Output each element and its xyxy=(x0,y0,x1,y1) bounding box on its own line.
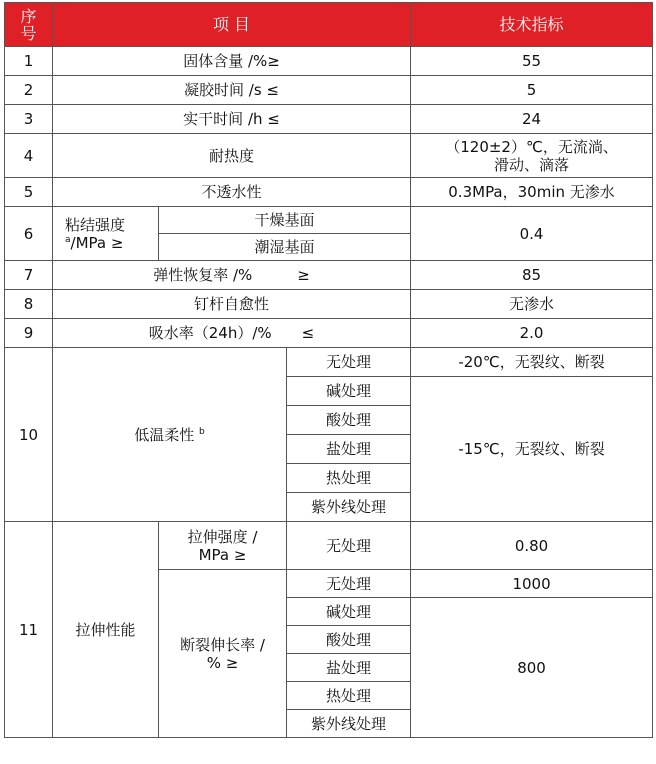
row-subitem: 紫外线处理 xyxy=(287,710,411,738)
row-value: 5 xyxy=(411,76,653,105)
row-value: -15℃，无裂纹、断裂 xyxy=(411,377,653,522)
table-row xyxy=(5,522,653,570)
row-value: （120±2）℃，无流淌、 滑动、滴落 xyxy=(411,134,653,178)
row-value: 55 xyxy=(411,47,653,76)
header-item: 项 目 xyxy=(53,3,411,47)
table-row xyxy=(5,348,653,377)
row-subitem: 酸处理 xyxy=(287,626,411,654)
row-item: 低温柔性 $^b$ xyxy=(53,348,287,522)
row-subitem: 无处理 xyxy=(287,348,411,377)
header-spec: 技术指标 xyxy=(411,3,653,47)
row-number: 7 xyxy=(5,261,53,290)
row-subitem: 潮湿基面 xyxy=(159,234,411,261)
row-item: 钉杆自愈性 xyxy=(53,290,411,319)
table-row xyxy=(5,290,653,319)
row-number: 4 xyxy=(5,134,53,178)
row-item: 弹性恢复率 /% ≥ xyxy=(53,261,411,290)
row-item: 拉伸性能 xyxy=(53,522,159,738)
row-item: 不透水性 xyxy=(53,178,411,207)
row-subitem: 紫外线处理 xyxy=(287,493,411,522)
header-row xyxy=(5,3,653,47)
row-number: 2 xyxy=(5,76,53,105)
table-row xyxy=(5,76,653,105)
table-row xyxy=(5,47,653,76)
row-item: 粘结强度 $^a$/MPa ≥ xyxy=(53,207,159,261)
row-subitem: 热处理 xyxy=(287,682,411,710)
row-value: 800 xyxy=(411,598,653,738)
row-value: 24 xyxy=(411,105,653,134)
spec-table xyxy=(4,2,653,738)
header-number: 序 号 xyxy=(5,3,53,47)
row-number: 9 xyxy=(5,319,53,348)
row-number: 10 xyxy=(5,348,53,522)
row-subitem: 碱处理 xyxy=(287,377,411,406)
row-subitem: 酸处理 xyxy=(287,406,411,435)
row-subitem-group: 断裂伸长率 / % ≥ xyxy=(159,570,287,738)
row-number: 5 xyxy=(5,178,53,207)
row-number: 1 xyxy=(5,47,53,76)
row-item: 耐热度 xyxy=(53,134,411,178)
row-subitem: 盐处理 xyxy=(287,435,411,464)
row-subitem: 热处理 xyxy=(287,464,411,493)
row-value: -20℃，无裂纹、断裂 xyxy=(411,348,653,377)
row-subitem: 无处理 xyxy=(287,570,411,598)
table-row xyxy=(5,134,653,178)
row-subitem-group: 拉伸强度 / MPa ≥ xyxy=(159,522,287,570)
row-number: 8 xyxy=(5,290,53,319)
row-subitem: 干燥基面 xyxy=(159,207,411,234)
row-item: 凝胶时间 /s ≤ xyxy=(53,76,411,105)
row-subitem: 无处理 xyxy=(287,522,411,570)
table-row xyxy=(5,319,653,348)
row-value: 无渗水 xyxy=(411,290,653,319)
row-subitem: 盐处理 xyxy=(287,654,411,682)
table-row xyxy=(5,105,653,134)
table-row xyxy=(5,178,653,207)
row-value: 2.0 xyxy=(411,319,653,348)
row-number: 11 xyxy=(5,522,53,738)
table-row xyxy=(5,261,653,290)
row-value: 0.3MPa，30min 无渗水 xyxy=(411,178,653,207)
row-value: 0.4 xyxy=(411,207,653,261)
row-number: 3 xyxy=(5,105,53,134)
row-item: 吸水率（24h）/% ≤ xyxy=(53,319,411,348)
row-item: 实干时间 /h ≤ xyxy=(53,105,411,134)
row-item: 固体含量 /%≥ xyxy=(53,47,411,76)
table-row xyxy=(5,207,653,234)
row-number: 6 xyxy=(5,207,53,261)
row-value: 1000 xyxy=(411,570,653,598)
row-value: 0.80 xyxy=(411,522,653,570)
row-value: 85 xyxy=(411,261,653,290)
row-subitem: 碱处理 xyxy=(287,598,411,626)
